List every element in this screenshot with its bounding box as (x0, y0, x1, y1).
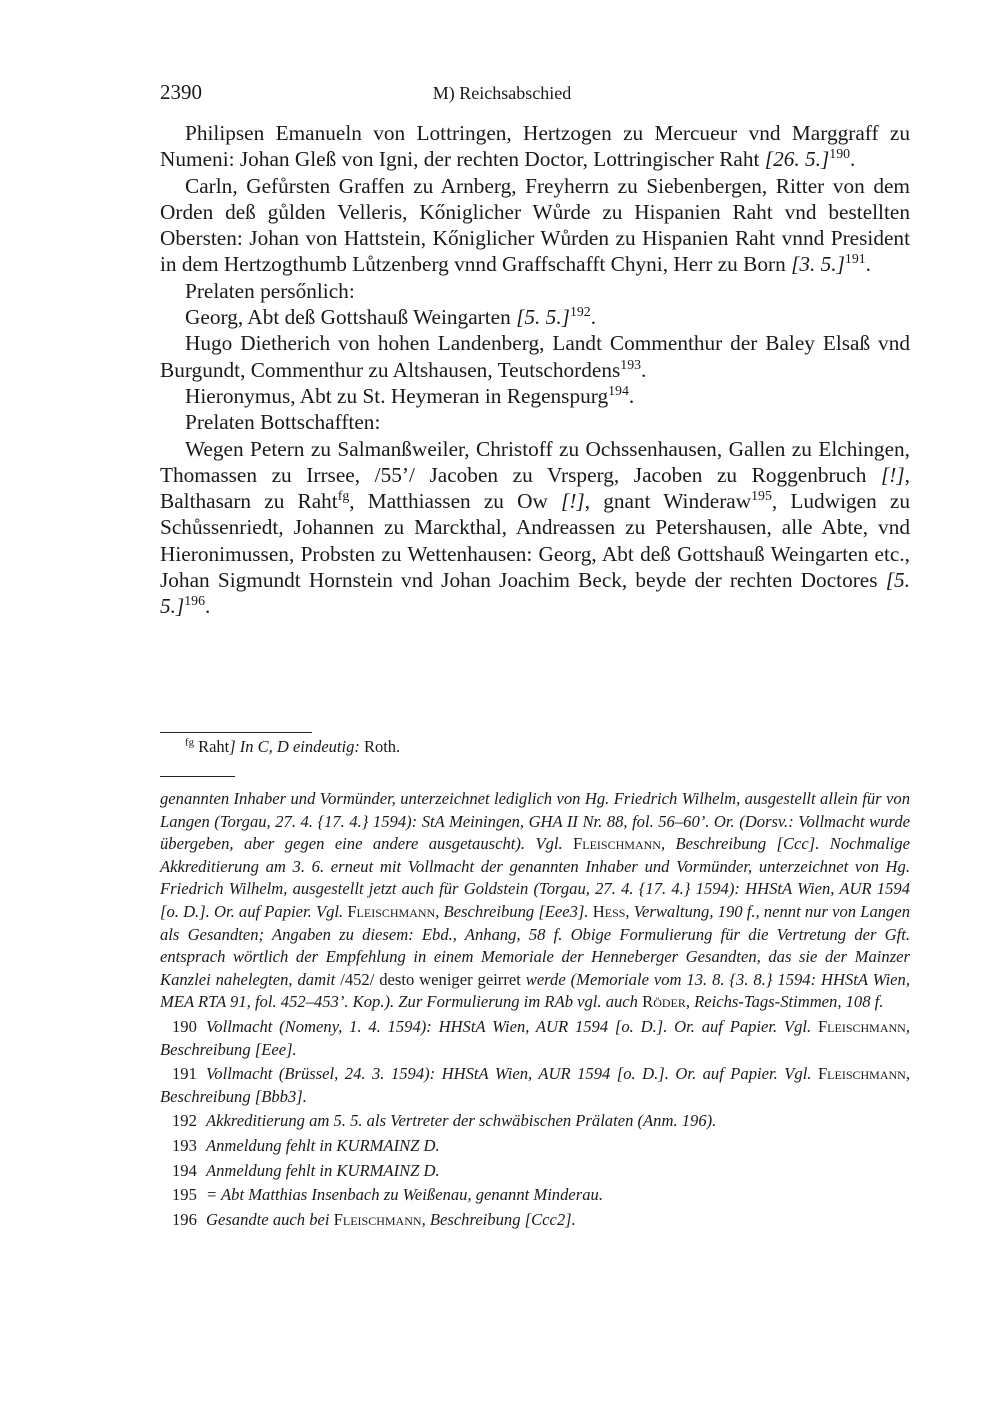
text-segment: Philipsen Emanueln von Lottringen, Hertzogen zu Mercueur vnd Marggraff zu Numeni: Johan Gleß von Igni, der rechten Doctor, Lottringischer Raht (160, 121, 910, 172)
text-segment: . (865, 252, 871, 277)
text-segment: , Beschreibung [Ccc]. Nochmalige Akkreditierung am 3. 6. erneut mit Vollmacht der genannten Inhaber und Vormünder, unterzeichnet von Hg. Friedrich Wilhelm, ausgestellt jetzt auch für Goldstein (Torgau, 27. 4. {17. 4.} 1594): HHStA Wien, AUR 1594 [o. D.]. Or. auf Papier. Vgl. (160, 834, 910, 921)
paragraph (160, 173, 910, 278)
text-segment: [3. 5.] (791, 252, 845, 277)
text-segment: , Reichs-Tags-Stimmen, 108 f. (685, 992, 884, 1012)
text-segment: werde (Memoriale vom 13. 8. {3. 8.} 1594: HHStA Wien, MEA RTA 91, fol. 452–453’. Kop.). Zur Formulierung im RAb vgl. auch (160, 969, 910, 1012)
text-segment: , Beschreibung [Eee3]. (435, 901, 593, 921)
text-segment: Fleischmann (347, 901, 436, 921)
text-segment: . (590, 305, 597, 330)
footnote-number: 193 (172, 1135, 197, 1155)
footnote (160, 1160, 910, 1183)
paragraph (160, 436, 910, 620)
paragraph (160, 409, 910, 435)
paragraph (160, 120, 910, 173)
text-segment: Fleischmann (817, 1064, 906, 1084)
footnote (160, 788, 910, 1014)
text-segment: , Beschreibung [Ccc2]. (421, 1209, 576, 1229)
text-segment: Prelaten Bottschafften: (185, 410, 381, 435)
text-segment: Akkreditierung am 5. 5. als Vertreter der schwäbischen Prälaten (Anm. 196). (206, 1111, 717, 1131)
text-segment: [!] (561, 489, 585, 514)
paragraph (160, 304, 910, 330)
text-segment: , gnant Winderaw (584, 489, 752, 514)
footnote-reference[interactable]: 195 (751, 488, 772, 504)
text-segment: . (628, 383, 635, 408)
text-segment: , Ludwigen zu Schůssenriedt, Johannen zu Marckthal, Andreassen zu Petershausen, alle Abte, vnd Hieronimussen, Probsten zu Wettenhausen: Georg, Abt deß Gottshauß Weingarten etc., Johan Sigmundt Hornstein vnd Johan Joachim Beck, beyde der rechten Doctores (160, 489, 910, 593)
text-segment: , Balthasarn zu Raht (160, 462, 910, 514)
text-segment: ] In C, D eindeutig: (229, 737, 360, 756)
text-segment: Carln, Gefůrsten Graffen zu Arnberg, Freyherrn zu Siebenbergen, Ritter von dem Orden deß gůlden Velleris, Kőniglicher Wůrde zu Hispanien Raht vnd bestellten Obersten: Johan von Hattstein, Kőniglicher Wůrden zu Hispanien Raht vnnd President in dem Hertzogthumb Lůtzenberg vnnd Graffschafft Chyni, Herr zu Born (160, 173, 910, 277)
paragraph (160, 383, 910, 409)
text-segment: Fleischmann (817, 1016, 906, 1036)
text-segment: [!] (881, 462, 905, 487)
text-segment: Fleischmann (573, 834, 661, 854)
text-segment: Vollmacht (Brüssel, 24. 3. 1594): HHStA Wien, AUR 1594 [o. D.]. Or. auf Papier. Vgl. (206, 1064, 818, 1084)
page-number: 2390 (160, 80, 202, 104)
text-segment: Hugo Dietherich von hohen Landenberg, Landt Commenthur der Baley Elsaß vnd Burgundt, Commenthur zu Altshausen, Teutschordens (160, 331, 910, 382)
footnote (160, 1016, 910, 1061)
footnote (160, 1209, 910, 1232)
footnote-number: 190 (172, 1016, 197, 1036)
footnote-number: 196 (172, 1209, 197, 1229)
text-segment: [5. 5.] (160, 568, 910, 619)
text-segment: Hieronymus, Abt zu St. Heymeran in Regenspurg (185, 383, 609, 408)
text-segment: , Matthiassen zu Ow (349, 489, 562, 514)
critical-apparatus (185, 737, 400, 757)
footnote-number: 192 (172, 1111, 197, 1131)
text-segment: Hess (592, 901, 626, 921)
footnote-reference[interactable]: 194 (608, 382, 629, 398)
footnote-reference[interactable]: fg (337, 488, 350, 504)
main-text (160, 120, 910, 620)
footnote-reference[interactable]: 193 (620, 356, 642, 372)
footnote-reference[interactable]: fg (185, 736, 194, 749)
text-segment: Fleischmann (333, 1209, 422, 1229)
text-segment: = Abt Matthias Insenbach zu Weißenau, genannt Minderau. (206, 1185, 603, 1205)
paragraph (160, 278, 910, 304)
footnote-number: 191 (172, 1064, 197, 1084)
text-segment: [5. 5.] (516, 305, 570, 330)
footnote-number: 194 (172, 1160, 197, 1180)
footnote-reference[interactable]: 192 (569, 303, 591, 319)
text-segment: /452/ desto weniger geirret (340, 969, 526, 989)
text-segment: , Beschreibung [Bbb3]. (160, 1064, 910, 1106)
text-segment: [26. 5.] (764, 147, 830, 172)
running-title: M) Reichsabschied (432, 83, 572, 103)
footnote-reference[interactable]: 190 (829, 146, 851, 162)
text-segment: Raht (193, 737, 230, 756)
text-segment: . (205, 594, 211, 619)
text-segment: Röder (642, 992, 686, 1012)
text-segment: genannten Inhaber und Vormünder, unterzeichnet lediglich von Hg. Friedrich Wilhelm, ausgestellt allein für von Langen (Torgau, 27. 4. {17. 4.} 1594): StA Meiningen, GHA II Nr. 88, fol. 56–60’. Or. (Dorsv.: Vollmacht wurde übergeben, aber gegen eine andere ausgetauscht). Vgl. (160, 789, 910, 854)
footnote (160, 1110, 910, 1133)
footnote-rule (160, 776, 235, 777)
footnote-reference[interactable]: 196 (184, 593, 206, 609)
apparatus-rule (160, 732, 312, 733)
footnote (160, 1135, 910, 1158)
paragraph (160, 330, 910, 383)
text-segment: , Verwaltung, 190 f., nennt nur von Langen als Gesandten; Angaben zu diesem: Ebd., Anhang, 58 f. Obige Formulierung für die Vertretung der Gft. entsprach wörtlich der Empfehlung in einem Memoriale der Henneberger Gesandten, das sie der Mainzer Kanzlei nahelegten, damit (160, 901, 910, 989)
text-segment: Anmeldung fehlt in KURMAINZ D. (206, 1135, 440, 1155)
footnote-reference[interactable]: 191 (844, 251, 866, 267)
footnotes (160, 788, 910, 1231)
text-segment: Wegen Petern zu Salmanßweiler, Christoff zu Ochssenhausen, Gallen zu Elchingen, Thomassen zu Irrsee, /55’/ Jacoben zu Vrsperg, Jacoben zu Roggenbruch (160, 436, 910, 487)
text-segment: . (850, 147, 856, 172)
footnote-number: 195 (172, 1185, 197, 1205)
text-segment: Vollmacht (Nomeny, 1. 4. 1594): HHStA Wien, AUR 1594 [o. D.]. Or. auf Papier. Vgl. (206, 1016, 818, 1036)
text-segment: Anmeldung fehlt in KURMAINZ D. (206, 1160, 440, 1180)
footnote (160, 1184, 910, 1207)
text-segment: Georg, Abt deß Gottshauß Weingarten (185, 305, 517, 330)
text-segment: Gesandte auch bei (206, 1209, 334, 1229)
text-segment: , Beschreibung [Eee]. (160, 1016, 910, 1059)
footnote (160, 1063, 910, 1108)
text-segment: . (641, 357, 647, 382)
text-segment: Roth. (359, 737, 401, 756)
text-segment: Prelaten persőnlich: (185, 278, 355, 303)
